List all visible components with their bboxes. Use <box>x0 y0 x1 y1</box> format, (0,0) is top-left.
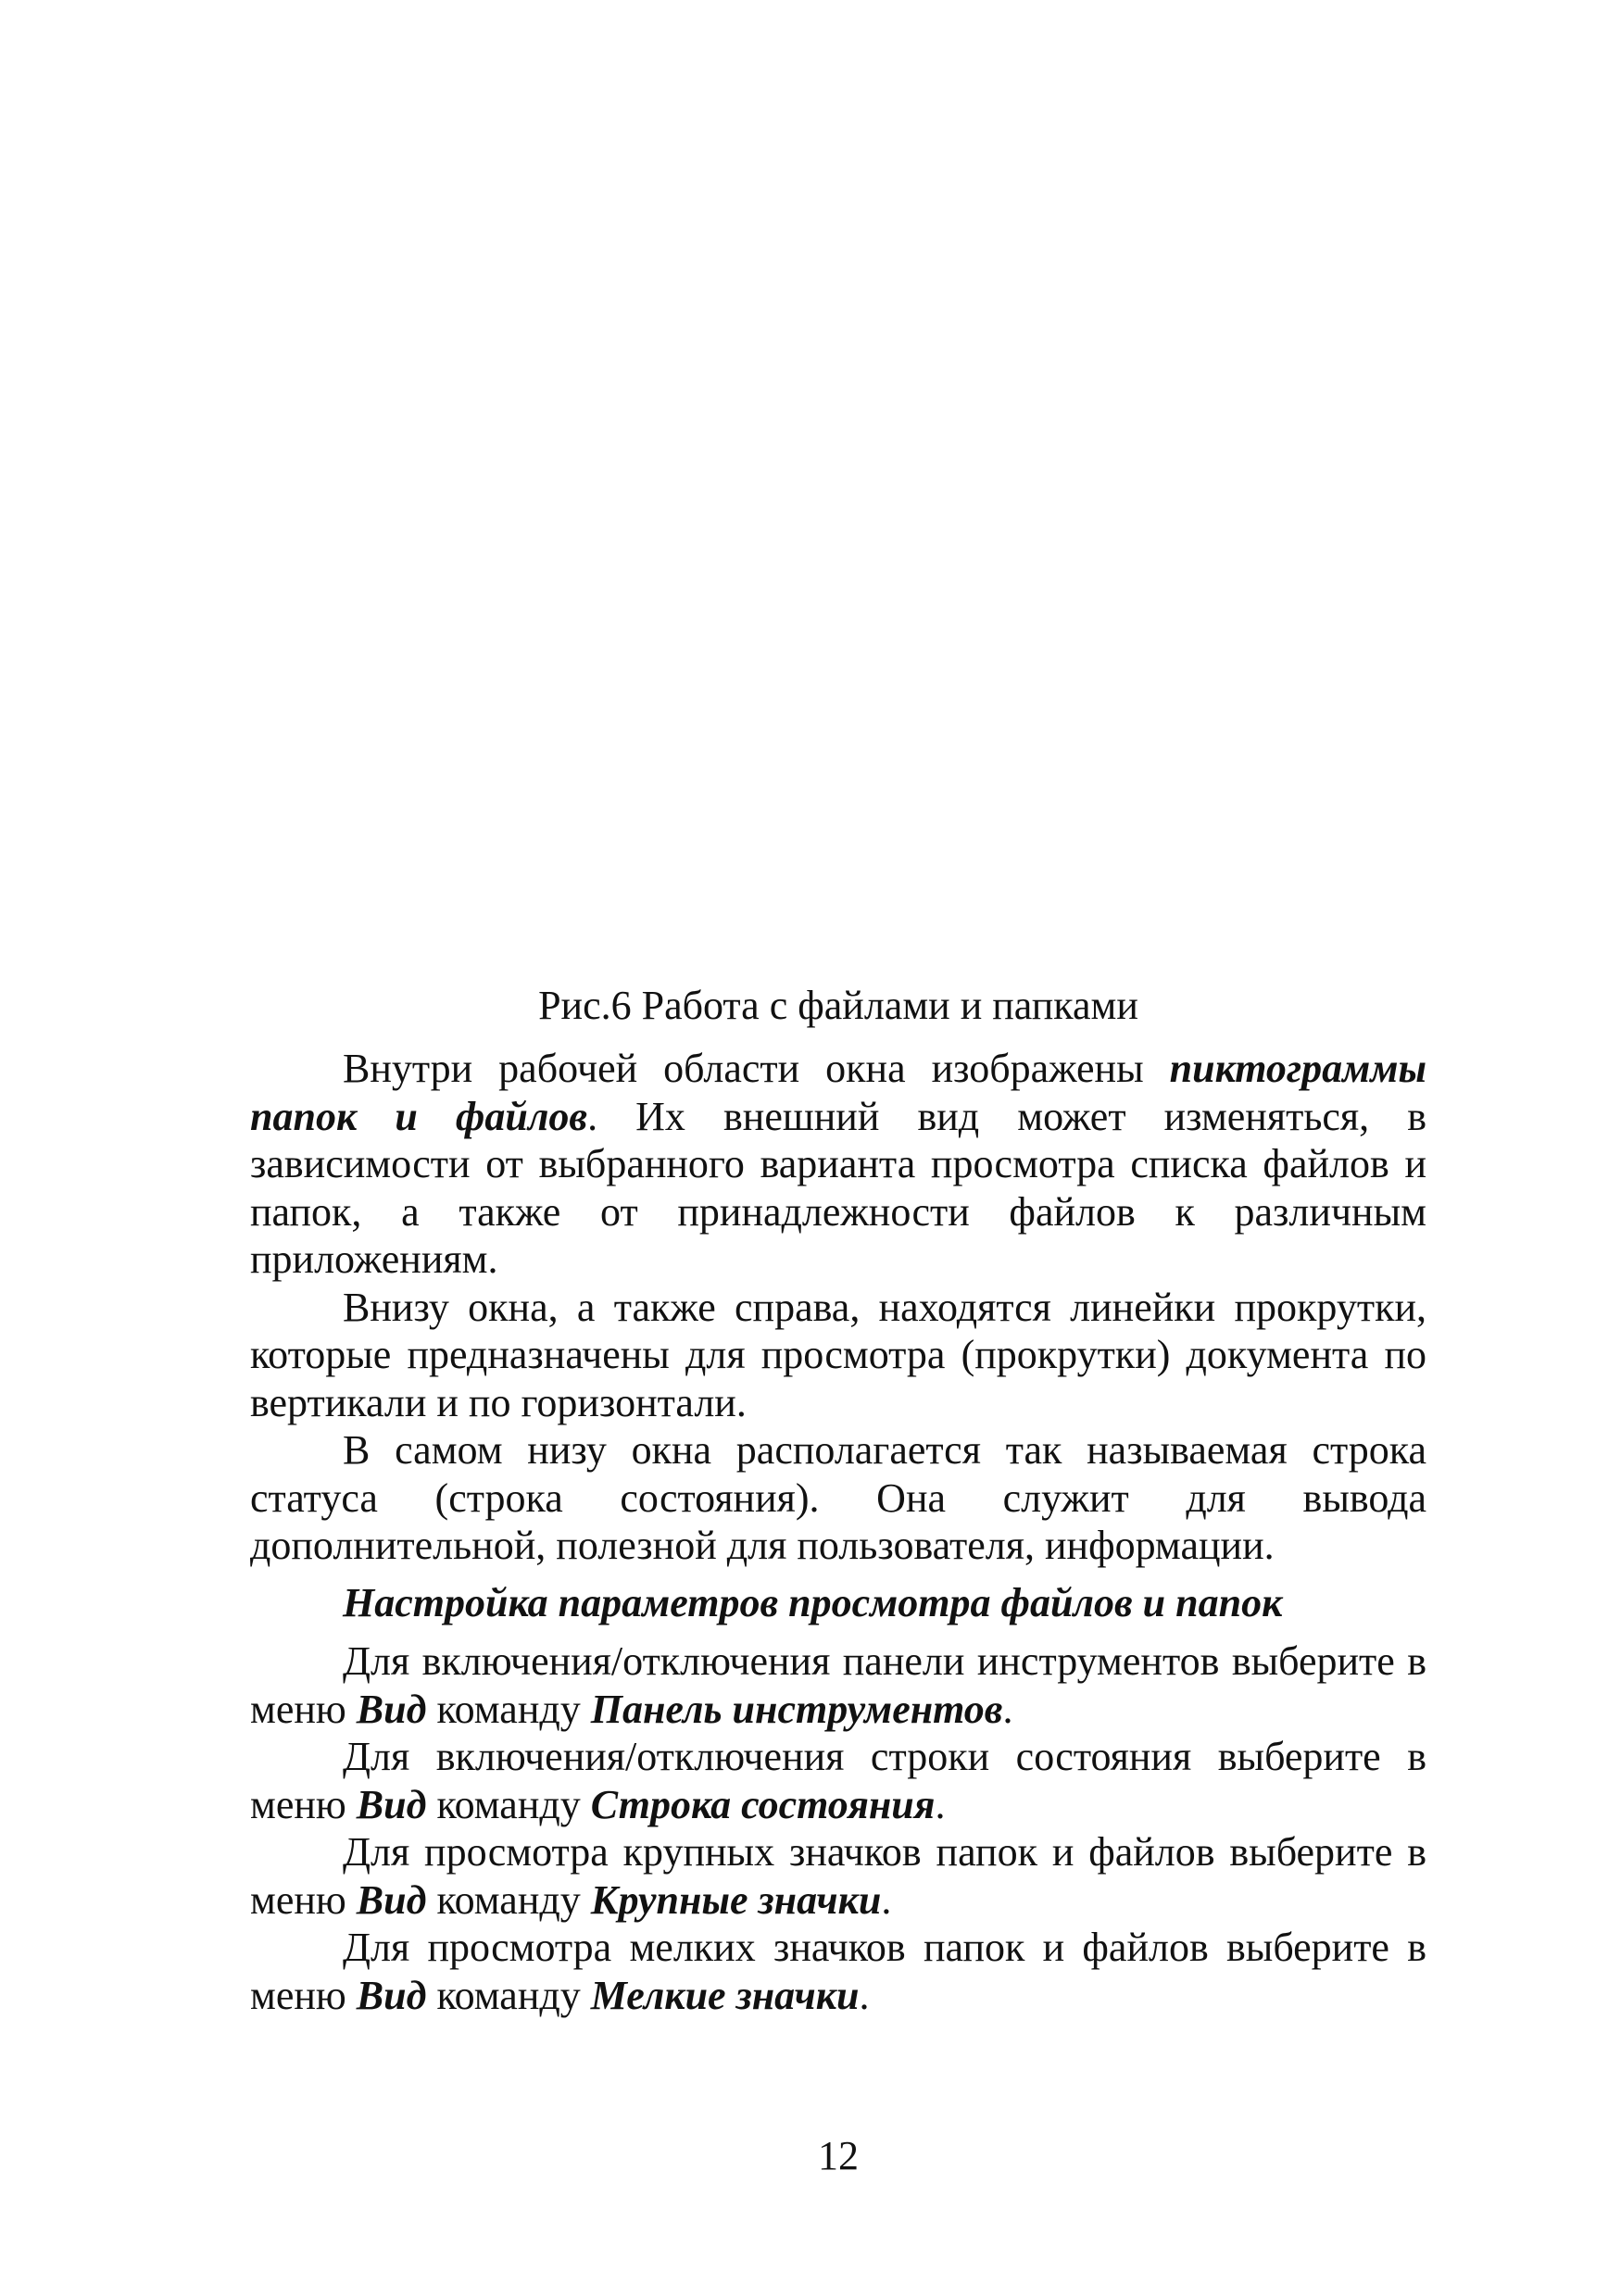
figure-caption: Рис.6 Работа с файлами и папками <box>538 983 1138 1028</box>
paragraph-small-icons <box>250 1924 1426 2019</box>
menu-view-term: Вид <box>356 1876 427 1923</box>
section-heading: Настройка параметров просмотра файлов и папок <box>343 1579 1283 1625</box>
command-statusline-term: Строка состояния <box>590 1781 936 1827</box>
paragraph-large-icons-end: . <box>881 1876 892 1923</box>
paragraph-small-icons-end: . <box>859 1972 870 2018</box>
paragraph-small-icons-lead: Для просмотра мелких значков папок и файлов выберите в меню <box>250 1925 1426 2018</box>
paragraph-icons-rest: . Их внешний вид может изменяться, в зависимости от выбранного варианта просмотра списка файлов и папок, а также от принадлежности файлов к различным приложениям. <box>250 1093 1427 1282</box>
paragraph-toolbar-lead: Для включения/отключения панели инструментов выберите в меню <box>250 1638 1426 1732</box>
paragraph-statusline-mid: команду <box>426 1781 591 1827</box>
menu-view-term: Вид <box>356 1686 427 1732</box>
term-icons: пиктограммы папок и файлов <box>250 1046 1426 1139</box>
paragraph-toolbar-mid: команду <box>426 1686 591 1732</box>
menu-view-term: Вид <box>356 1781 427 1827</box>
paragraph-icons-lead: Внутри рабочей области окна изображены <box>343 1046 1170 1091</box>
paragraph-large-icons-mid: команду <box>426 1876 591 1923</box>
command-large-icons-term: Крупные значки <box>590 1876 882 1923</box>
paragraph-large-icons <box>250 1828 1426 1924</box>
paragraph-toolbar <box>250 1637 1426 1733</box>
paragraph-status-bar: В самом низу окна располагается так называемая строка статуса (строка состояния). Она служит для вывода дополнительной, полезной для пользователя, информации. <box>250 1427 1426 1568</box>
paragraph-statusline <box>250 1733 1426 1828</box>
paragraph-scrollbars: Внизу окна, а также справа, находятся линейки прокрутки, которые предназначены для просмотра (прокрутки) документа по вертикали и по горизонтали. <box>250 1284 1426 1425</box>
paragraph-large-icons-lead: Для просмотра крупных значков папок и файлов выберите в меню <box>250 1829 1426 1923</box>
menu-view-term: Вид <box>356 1972 427 2018</box>
paragraph-statusline-end: . <box>935 1781 946 1827</box>
body-text <box>250 1045 1426 2019</box>
paragraph-statusline-lead: Для включения/отключения строки состояния выберите в меню <box>250 1734 1426 1827</box>
paragraph-icons <box>250 1045 1426 1284</box>
page-number: 12 <box>818 2133 859 2178</box>
paragraph-small-icons-mid: команду <box>426 1972 591 2018</box>
figure-placeholder-blank <box>250 111 1426 945</box>
command-small-icons-term: Мелкие значки <box>590 1972 860 2018</box>
paragraph-toolbar-end: . <box>1002 1686 1013 1732</box>
command-toolbar-term: Панель инструментов <box>590 1686 1003 1732</box>
